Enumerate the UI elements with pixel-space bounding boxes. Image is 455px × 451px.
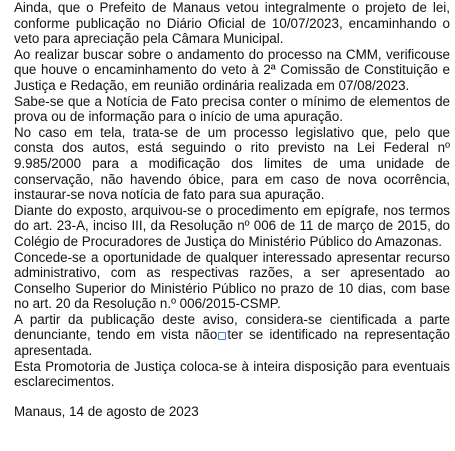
document-body — [14, 0, 450, 419]
paragraph-cmm-process: Ao realizar buscar sobre o andamento do processo na CMM, verificouse que houve o encaminhamento do veto à 2ª Comissão de Constituição e Justiça e Redação, em reunião ordinária realizada em 07/08/2023. — [14, 46, 450, 93]
paragraph-publication-notice — [14, 312, 450, 359]
paragraph-archiving: Diante do exposto, arquivou-se o procedimento em epígrafe, nos termos do art. 23-A, inciso III, da Resolução nº 006 de 11 de março de 2015, do Colégio de Procuradores de Justiça do Ministério Público do Amazonas. — [14, 202, 450, 249]
paragraph-noticia-de-fato: Sabe-se que a Notícia de Fato precisa conter o mínimo de elementos de prova ou de informação para o início de uma apuração. — [14, 93, 450, 125]
text-cursor-artifact — [218, 332, 226, 340]
paragraph-publication-notice-part2: ter se identificado na representação apresentada. — [14, 327, 450, 359]
paragraph-veto: Ainda, que o Prefeito de Manaus vetou integralmente o projeto de lei, conforme publicação no Diário Oficial de 10/07/2023, encaminhando o veto para apreciação pela Câmara Municipal. — [14, 0, 450, 47]
paragraph-appeal: Concede-se a oportunidade de qualquer interessado apresentar recurso administrativo, com as respectivas razões, a ser apresentado ao Conselho Superior do Ministério Público no prazo de 10 dias, com base no art. 20 da Resolução n.º 006/2015-CSMP. — [14, 249, 450, 312]
paragraph-legislative-process: No caso em tela, trata-se de um processo legislativo que, pelo que consta dos autos, está seguindo o rito previsto na Lei Federal nº 9.985/2000 para a modificação dos limites de uma unidade de conservação, não havendo óbice, para em caso de nova ocorrência, instaurar-se nova notícia de fato para sua apuração. — [14, 124, 450, 203]
paragraph-availability: Esta Promotoria de Justiça coloca-se à inteira disposição para eventuais esclarecimentos. — [14, 358, 450, 390]
signoff-date: Manaus, 14 de agosto de 2023 — [14, 403, 199, 419]
paragraph-publication-notice-part1: A partir da publicação deste aviso, considera-se cientificada a parte denunciante, tendo em vista não — [14, 311, 450, 343]
